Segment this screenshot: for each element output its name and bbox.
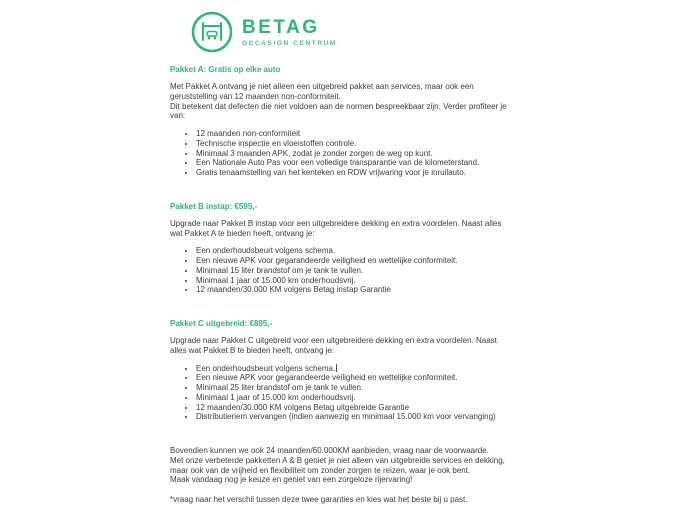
section-pakket-a <box>170 65 514 178</box>
benefit-item: • Technische inspectie en vloeistoffen controle. <box>196 139 514 149</box>
section-heading: Pakket B instap: €595,- <box>170 201 258 211</box>
closing-paragraph: Maak vandaag nog je keuze en geniet van een zorgeloze rijervaring! <box>170 475 413 485</box>
car-lift-icon <box>190 10 234 54</box>
closing-paragraph: Bovendien kunnen we ook 24 maanden/60.000KM aanbieden, vraag naar de voorwaarde. <box>170 446 489 455</box>
benefit-item: • Een nieuwe APK voor gegarandeerde veiligheid en wettelijke conformiteit. <box>196 256 514 266</box>
intro-paragraph: Upgrade naar Pakket B instap voor een uitgebreidere dekking en extra voordelen. Naast alles wat Pakket A te bieden heeft, ontvang je: <box>170 218 502 238</box>
benefit-item: • Minimaal 1 jaar of 15.000 km onderhoudsvrij. <box>196 276 514 286</box>
benefit-list <box>196 364 514 423</box>
benefit-item: • 12 maanden/30.000 KM volgens Betag uitgebreide Garantie <box>196 403 514 413</box>
benefit-list <box>196 246 514 295</box>
benefit-item: • Een nieuwe APK voor gegarandeerde veiligheid en wettelijke conformiteit. <box>196 373 514 383</box>
brand-subtitle: OCCASION CENTRUM <box>242 39 337 47</box>
brand-name: BETAG <box>242 16 320 38</box>
benefit-item: • 12 maanden/30.000 KM volgens Betag instap Garantie <box>196 285 514 295</box>
section-intro <box>170 336 514 356</box>
benefit-item: • Minimaal 15 liter brandstof om je tank te vullen. <box>196 266 514 276</box>
section-intro <box>170 82 514 121</box>
benefit-item: • Een onderhoudsbeurt volgens schema. <box>196 364 514 374</box>
betag-logo <box>190 10 514 54</box>
benefit-item: • 12 maanden non-conformiteit <box>196 129 514 139</box>
benefit-item: • Een Nationale Auto Pas voor een volledige transparantie van de kilometerstand. <box>196 158 514 168</box>
section-pakket-c <box>170 319 514 422</box>
benefit-list <box>196 129 514 178</box>
benefit-item: • Minimaal 3 maanden APK, zodat je zonder zorgen de weg op kunt. <box>196 149 514 159</box>
closing-paragraph: Met onze verbeterde pakketten A & B geniet je niet alleen van uitgebreide services en dekking, maar ook van de vrijheid en flexibiliteit om zonder zorgen te reizen, waar je ook bent. <box>170 455 505 475</box>
document-content <box>170 10 514 505</box>
benefit-item: • Gratis tenaamstelling van het kenteken en RDW vrijwaring voor je inruilauto. <box>196 168 514 178</box>
intro-paragraph: Upgrade naar Pakket C uitgebreid voor een uitgebreidere dekking en extra voordelen. Naast alles wat Pakket B te bieden heeft, ontvang je: <box>170 336 497 355</box>
benefit-item: • Minimaal 25 liter brandstof om je tank te vullen. <box>196 383 514 393</box>
section-heading: Pakket A: Gratis op elke auto <box>170 65 281 74</box>
intro-paragraph: Met Pakket A ontvang je niet alleen een uitgebreid pakket aan services, maar ook een geruststelling van 12 maanden non-conformiteit. <box>170 82 474 101</box>
benefit-item: • Een onderhoudsbeurt volgens schema. <box>196 246 514 256</box>
benefit-item: • Minimaal 1 jaar of 15.000 km onderhoudsvrij. <box>196 393 514 403</box>
benefit-item: • Distributieriem vervangen (indien aanwezig en minimaal 15.000 km voor vervanging) <box>196 412 514 422</box>
section-pakket-b <box>170 202 514 295</box>
footnote: *vraag naar het verschil tussen deze twee garanties en kies wat het beste bij u past. <box>170 495 468 504</box>
section-intro <box>170 219 514 239</box>
brand-text <box>242 18 337 47</box>
intro-paragraph: Dit betekent dat defecten die niet voldoen aan de normen bespreekbaar zijn. Verder profiteer je van: <box>170 101 507 121</box>
closing-block <box>170 446 514 485</box>
section-heading: Pakket C uitgebreid: €895,- <box>170 319 273 328</box>
